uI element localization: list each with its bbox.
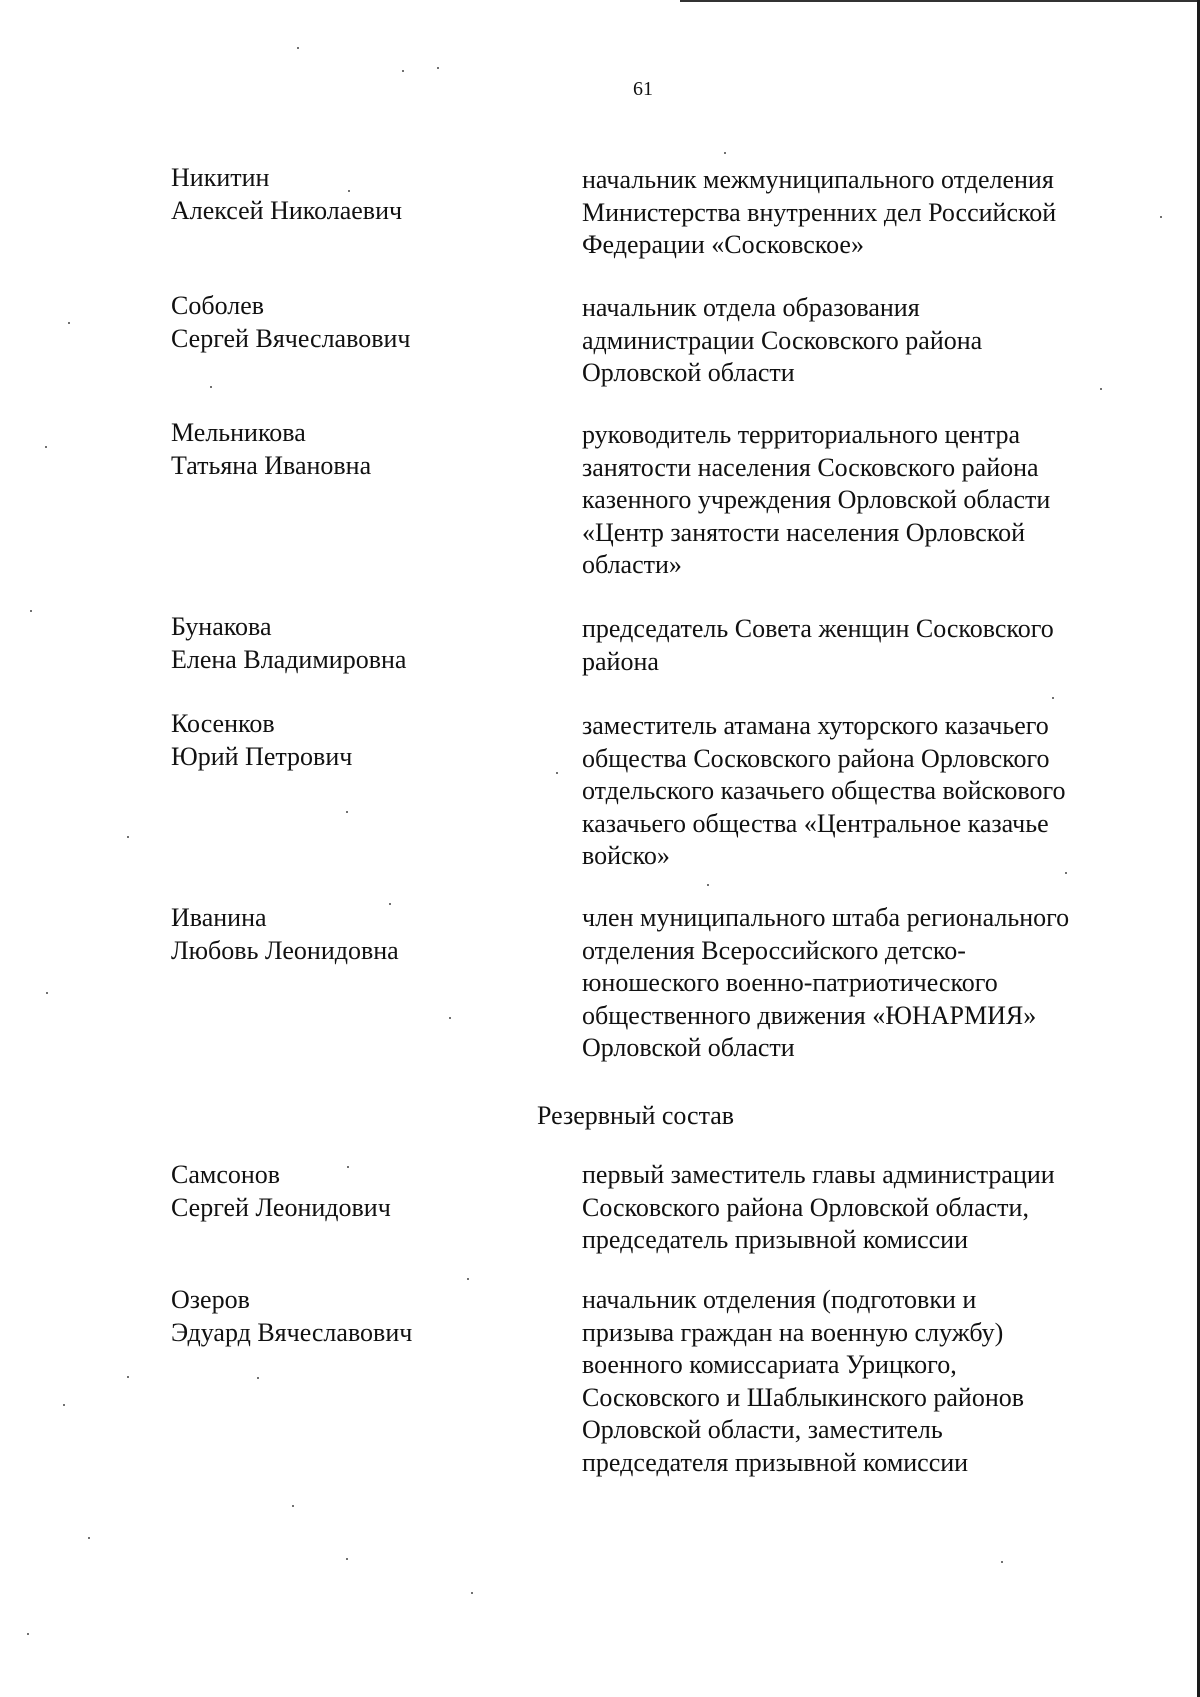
- position-line: Сосковского и Шаблыкинского районов: [582, 1382, 1025, 1412]
- member-name: [171, 162, 551, 227]
- position-line: казачьего общества «Центральное казачье: [582, 808, 1049, 838]
- position-line: района: [582, 646, 659, 676]
- position-line: Орловской области, заместитель: [582, 1415, 943, 1444]
- scan-speck: [68, 322, 70, 324]
- position-line: руководитель территориального центра: [582, 420, 1021, 449]
- member-position: [582, 419, 1142, 582]
- member-given-names: Юрий Петрович: [171, 741, 353, 771]
- member-surname: Никитин: [171, 163, 270, 192]
- member-name: [171, 708, 551, 773]
- page-number: 61: [633, 78, 653, 100]
- scan-speck: [45, 446, 47, 448]
- member-given-names: Сергей Леонидович: [171, 1192, 391, 1222]
- member-position: [582, 164, 1142, 262]
- position-line: председатель Совета женщин Сосковского: [582, 614, 1054, 643]
- scan-speck: [1100, 388, 1102, 390]
- position-line: председатель призывной комиссии: [582, 1225, 968, 1254]
- position-line: Орловской области: [582, 358, 795, 387]
- scan-speck: [127, 1376, 129, 1378]
- scan-speck: [292, 1505, 294, 1507]
- position-line: председателя призывной комиссии: [582, 1447, 969, 1477]
- member-surname: Косенков: [171, 709, 275, 738]
- scan-speck: [347, 1166, 349, 1168]
- position-line: член муниципального штаба регионального: [582, 903, 1070, 932]
- position-line: начальник отделения (подготовки и: [582, 1285, 977, 1314]
- scan-speck: [724, 152, 726, 154]
- member-name: [171, 611, 551, 676]
- position-line: области»: [582, 550, 682, 579]
- position-line: отделения Всероссийского детско-: [582, 935, 966, 965]
- scan-speck: [389, 903, 391, 905]
- scan-speck: [1160, 216, 1162, 218]
- scan-speck: [346, 1558, 348, 1560]
- member-position: [582, 292, 1142, 390]
- scan-speck: [467, 1278, 469, 1280]
- member-given-names: Елена Владимировна: [171, 644, 407, 674]
- position-line: «Центр занятости населения Орловской: [582, 517, 1026, 547]
- member-given-names: Эдуард Вячеславович: [171, 1317, 413, 1347]
- position-line: первый заместитель главы администрации: [582, 1160, 1055, 1189]
- scan-speck: [297, 47, 299, 49]
- member-name: [171, 290, 551, 355]
- scan-speck: [127, 836, 129, 838]
- member-position: [582, 710, 1142, 873]
- scan-edge-top: [680, 0, 1200, 2]
- position-line: военного комиссариата Урицкого,: [582, 1350, 957, 1379]
- scan-speck: [257, 1377, 259, 1379]
- position-line: занятости населения Сосковского района: [582, 452, 1039, 482]
- scan-speck: [437, 67, 439, 69]
- scan-speck: [46, 992, 48, 994]
- reserve-section-heading: Резервный состав: [537, 1101, 735, 1130]
- position-line: призыва граждан на военную службу): [582, 1317, 1004, 1347]
- scan-speck: [402, 70, 404, 72]
- position-line: общественного движения «ЮНАРМИЯ»: [582, 1000, 1037, 1030]
- member-surname: Озеров: [171, 1285, 250, 1314]
- scan-speck: [346, 811, 348, 813]
- scan-speck: [88, 1537, 90, 1539]
- scan-speck: [1001, 1561, 1003, 1563]
- member-name: [171, 1159, 551, 1224]
- member-given-names: Сергей Вячеславович: [171, 323, 411, 353]
- scan-speck: [1052, 697, 1054, 699]
- scan-speck: [30, 610, 32, 612]
- member-position: [582, 613, 1142, 678]
- position-line: Федерации «Сосковское»: [582, 230, 864, 259]
- scan-speck: [449, 1017, 451, 1019]
- member-given-names: Татьяна Ивановна: [171, 450, 372, 480]
- scan-speck: [63, 1404, 65, 1406]
- member-name: [171, 417, 551, 482]
- position-line: Министерства внутренних дел Российской: [582, 197, 1057, 227]
- position-line: отдельского казачьего общества войскового: [582, 776, 1066, 805]
- position-line: юношеского военно-патриотического: [582, 968, 998, 997]
- member-position: [582, 1159, 1142, 1257]
- scan-speck: [707, 884, 709, 886]
- scan-speck: [1065, 872, 1067, 874]
- member-name: [171, 1284, 551, 1349]
- scan-speck: [27, 1633, 29, 1635]
- scan-speck: [210, 386, 212, 388]
- scan-speck: [471, 1592, 473, 1594]
- scan-speck: [556, 772, 558, 774]
- position-line: войско»: [582, 841, 670, 870]
- position-line: Орловской области: [582, 1033, 795, 1062]
- member-given-names: Алексей Николаевич: [171, 195, 403, 225]
- member-surname: Иванина: [171, 903, 267, 932]
- scan-speck: [348, 190, 350, 192]
- position-line: начальник межмуниципального отделения: [582, 165, 1054, 194]
- position-line: казенного учреждения Орловской области: [582, 485, 1051, 514]
- member-surname: Самсонов: [171, 1160, 281, 1189]
- member-position: [582, 1284, 1142, 1479]
- member-name: [171, 902, 551, 967]
- position-line: заместитель атамана хуторского казачьего: [582, 711, 1049, 740]
- position-line: Сосковского района Орловской области,: [582, 1192, 1029, 1222]
- member-surname: Соболев: [171, 291, 265, 320]
- position-line: общества Сосковского района Орловского: [582, 743, 1050, 773]
- position-line: администрации Сосковского района: [582, 325, 983, 355]
- member-surname: Мельникова: [171, 418, 306, 447]
- member-position: [582, 902, 1142, 1065]
- member-surname: Бунакова: [171, 612, 272, 641]
- position-line: начальник отдела образования: [582, 293, 920, 322]
- member-given-names: Любовь Леонидовна: [171, 935, 399, 965]
